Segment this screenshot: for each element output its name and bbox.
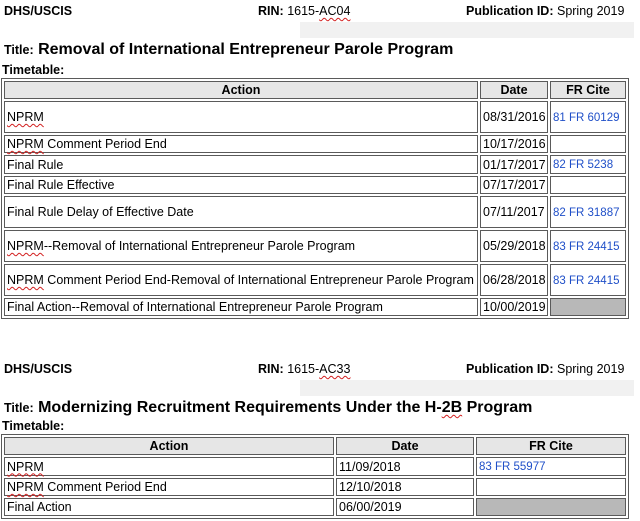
entry2-timetable — [1, 434, 629, 519]
header-shade — [300, 380, 634, 396]
rin — [258, 4, 350, 18]
fr-cite-cell[interactable] — [476, 457, 626, 476]
table-row — [4, 135, 626, 153]
publication-id-value: Spring 2019 — [556, 362, 625, 376]
table-row — [4, 101, 626, 133]
table-row — [4, 498, 626, 516]
fr-cite-link[interactable]: 82 FR 31887 — [553, 206, 620, 219]
fr-cite-link[interactable]: 83 FR 24415 — [553, 274, 620, 287]
col-action: Action — [4, 437, 334, 455]
rin-label: RIN: — [258, 362, 284, 376]
action-cell: NPRM Comment Period End — [4, 135, 478, 153]
timetable-label: Timetable: — [2, 419, 65, 433]
date-cell: 08/31/2016 — [480, 101, 548, 133]
date-cell: 12/10/2018 — [336, 478, 474, 496]
fr-cite-link[interactable]: 81 FR 60129 — [553, 111, 620, 124]
action-cell: NPRM — [4, 101, 478, 133]
publication-id — [466, 362, 624, 376]
fr-cite-cell[interactable] — [550, 196, 626, 228]
fr-cite-cell[interactable] — [550, 101, 626, 133]
fr-cite-cell — [550, 135, 626, 153]
action-cell: NPRM--Removal of International Entrepreneur Parole Program — [4, 230, 478, 262]
rin-code: AC33 — [319, 362, 351, 376]
date-cell: 10/17/2016 — [480, 135, 548, 153]
date-cell: 07/17/2017 — [480, 176, 548, 194]
entry1-title — [4, 41, 453, 59]
title-text: Removal of International Entrepreneur Parole Program — [38, 41, 454, 58]
fr-cite-link[interactable]: 82 FR 5238 — [553, 159, 614, 171]
action-cell: Final Action--Removal of International Entrepreneur Parole Program — [4, 298, 478, 316]
date-cell: 10/00/2019 — [480, 298, 548, 316]
header-shade — [300, 22, 634, 38]
col-fr-cite: FR Cite — [476, 437, 626, 455]
rin-label: RIN: — [258, 4, 284, 18]
table-row — [4, 230, 626, 262]
agency-label: DHS/USCIS — [4, 4, 73, 18]
timetable-label: Timetable: — [2, 63, 65, 77]
entry1-timetable — [1, 78, 629, 319]
rin-prefix: 1615- — [287, 362, 320, 376]
table-row — [4, 478, 626, 496]
entry1-header — [0, 0, 640, 22]
fr-cite-cell-empty — [476, 498, 626, 516]
title-label: Title: — [4, 43, 34, 57]
agency-label: DHS/USCIS — [4, 362, 73, 376]
rin-code: AC04 — [319, 4, 351, 18]
table-row — [4, 298, 626, 316]
fr-cite-cell — [550, 176, 626, 194]
title-label: Title: — [4, 401, 34, 415]
publication-id — [466, 4, 624, 18]
table-header-row — [4, 81, 626, 99]
table-row — [4, 155, 626, 174]
fr-cite-cell[interactable] — [550, 264, 626, 296]
fr-cite-cell[interactable] — [550, 155, 626, 174]
table-row — [4, 176, 626, 194]
fr-cite-cell — [476, 478, 626, 496]
date-cell: 05/29/2018 — [480, 230, 548, 262]
publication-id-label: Publication ID: — [466, 4, 554, 18]
table-row — [4, 457, 626, 476]
action-cell: NPRM — [4, 457, 334, 476]
col-fr-cite: FR Cite — [550, 81, 626, 99]
fr-cite-link[interactable]: 83 FR 55977 — [479, 461, 546, 473]
action-cell: NPRM Comment Period End-Removal of International Entrepreneur Parole Program — [4, 264, 478, 296]
action-cell: Final Rule Delay of Effective Date — [4, 196, 478, 228]
publication-id-value: Spring 2019 — [556, 4, 625, 18]
action-cell: Final Action — [4, 498, 334, 516]
date-cell: 11/09/2018 — [336, 457, 474, 476]
action-cell: Final Rule — [4, 155, 478, 174]
table-header-row — [4, 437, 626, 455]
col-date: Date — [336, 437, 474, 455]
table-row — [4, 196, 626, 228]
date-cell: 01/17/2017 — [480, 155, 548, 174]
rin — [258, 362, 350, 376]
col-action: Action — [4, 81, 478, 99]
table-row — [4, 264, 626, 296]
entry2-title — [4, 399, 532, 417]
action-cell: Final Rule Effective — [4, 176, 478, 194]
entry2-header — [0, 358, 640, 380]
rin-prefix: 1615- — [287, 4, 320, 18]
title-text: Modernizing Recruitment Requirements Under the H-2B Program — [38, 399, 533, 416]
fr-cite-link[interactable]: 83 FR 24415 — [553, 240, 620, 253]
fr-cite-cell[interactable] — [550, 230, 626, 262]
date-cell: 06/28/2018 — [480, 264, 548, 296]
col-date: Date — [480, 81, 548, 99]
action-cell: NPRM Comment Period End — [4, 478, 334, 496]
date-cell: 06/00/2019 — [336, 498, 474, 516]
fr-cite-cell-empty — [550, 298, 626, 316]
publication-id-label: Publication ID: — [466, 362, 554, 376]
date-cell: 07/11/2017 — [480, 196, 548, 228]
